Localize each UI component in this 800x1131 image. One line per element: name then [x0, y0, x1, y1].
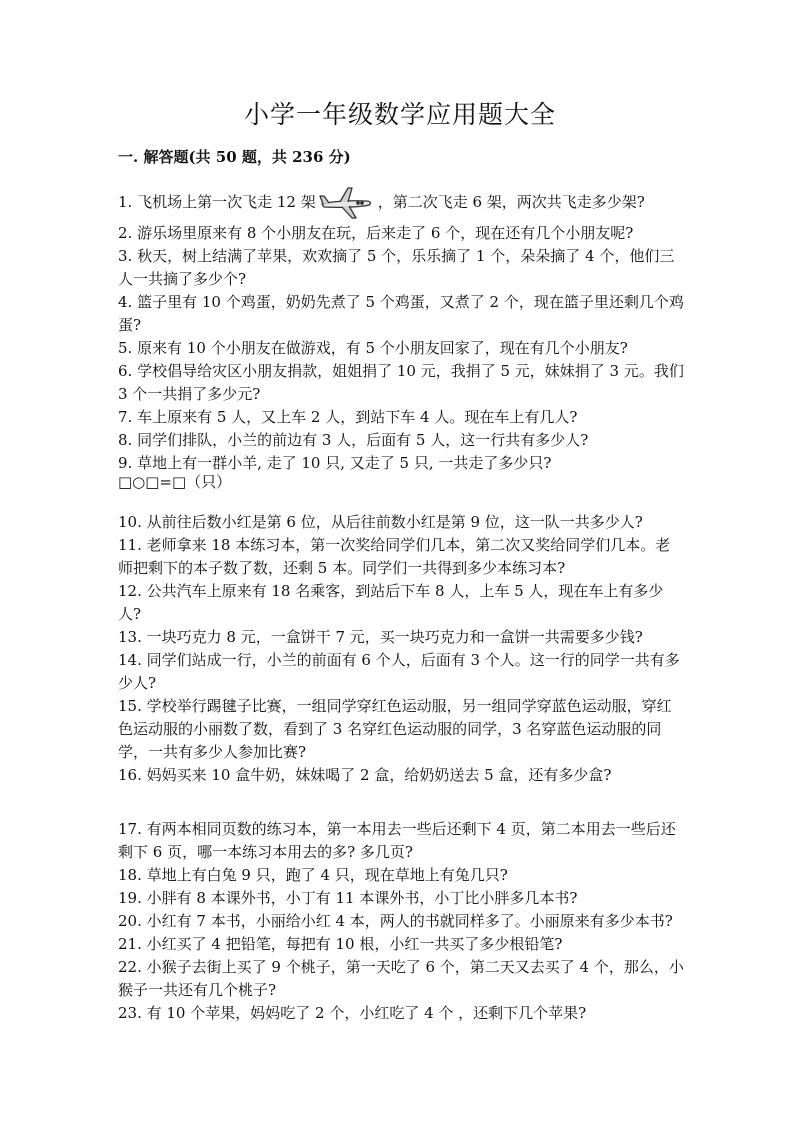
question-22: 22. 小猴子去街上买了 9 个桃子，第一天吃了 6 个，第二天又去买了 4 个，那么，小猴子一共还有几个桃子? [118, 958, 684, 999]
question-10: 10. 从前往后数小红是第 6 位，从后往前数小红是第 9 位，这一队一共多少人? [118, 513, 643, 531]
equation-template: □○□=□（只） [118, 473, 232, 491]
page-title: 小学一年级数学应用题大全 [243, 100, 556, 129]
question-block-1-9 [118, 182, 684, 475]
section-heading: 一. 解答题(共 50 题，共 236 分) [118, 148, 351, 166]
question-block-17-23 [118, 818, 684, 1025]
question-2: 2. 游乐场里原来有 8 个小朋友在玩，后来走了 6 个，现在还有几个小朋友呢? [118, 224, 634, 242]
question-6: 6. 学校倡导给灾区小朋友捐款，姐姐捐了 10 元，我捐了 5 元，妹妹捐了 3 元。我们 3 个一共捐了多少元? [118, 362, 684, 403]
question-19: 19. 小胖有 8 本课外书，小丁有 11 本课外书，小丁比小胖多几本书? [118, 889, 578, 907]
question-13: 13. 一块巧克力 8 元，一盒饼干 7 元，买一块巧克力和一盒饼一共需要多少钱? [118, 628, 643, 646]
question-11: 11. 老师拿来 18 本练习本，第一次奖给同学们几本，第二次又奖给同学们几本。老师把剩下的本子数了数，还剩 5 本。同学们一共得到多少本练习本? [118, 536, 671, 577]
airplane-icon [318, 182, 374, 222]
question-1-text-before: 1. 飞机场上第一次飞走 12 架 [118, 192, 316, 211]
question-7: 7. 车上原来有 5 人，又上车 2 人，到站下车 4 人。现在车上有几人? [118, 408, 578, 426]
question-5: 5. 原来有 10 个小朋友在做游戏，有 5 个小朋友回家了，现在有几个小朋友? [118, 339, 628, 357]
question-block-10-16 [118, 511, 684, 787]
question-3: 3. 秋天，树上结满了苹果，欢欢摘了 5 个，乐乐摘了 1 个，朵朵摘了 4 个，他们三人一共摘了多少个? [118, 247, 675, 288]
question-9: 9. 草地上有一群小羊, 走了 10 只, 又走了 5 只, 一共走了多少只? [118, 454, 552, 472]
question-4: 4. 篮子里有 10 个鸡蛋，奶奶先煮了 5 个鸡蛋，又煮了 2 个，现在篮子里还剩几个鸡蛋? [118, 293, 684, 334]
question-16: 16. 妈妈买来 10 盒牛奶，妹妹喝了 2 盒，给奶奶送去 5 盒，还有多少盒? [118, 766, 612, 784]
question-14: 14. 同学们站成一行，小兰的前面有 6 个人，后面有 3 个人。这一行的同学一共有多少人? [118, 651, 680, 692]
question-1 [118, 182, 684, 222]
question-8: 8. 同学们排队，小兰的前边有 3 人，后面有 5 人，这一行共有多少人? [118, 431, 589, 449]
question-20: 20. 小红有 7 本书，小丽给小红 4 本，两人的书就同样多了。小丽原来有多少本书? [118, 912, 673, 930]
question-15: 15. 学校举行踢毽子比赛，一组同学穿红色运动服，另一组同学穿蓝色运动服，穿红色运动服的小丽数了数，看到了 3 名穿红色运动服的同学，3 名穿蓝色运动服的同学，一共有多少人参加比赛? [118, 697, 672, 761]
question-21: 21. 小红买了 4 把铅笔，每把有 10 根，小红一共买了多少根铅笔? [118, 935, 563, 953]
question-12: 12. 公共汽车上原来有 18 名乘客，到站后下车 8 人，上车 5 人，现在车上有多少人? [118, 582, 664, 623]
question-23: 23. 有 10 个苹果，妈妈吃了 2 个，小红吃了 4 个 ，还剩下几个苹果? [118, 1004, 587, 1022]
question-1-text-after: ，第二次飞走 6 架，两次共飞走多少架? [377, 192, 645, 211]
question-17: 17. 有两本相同页数的练习本，第一本用去一些后还剩下 4 页，第二本用去一些后还剩下 6 页，哪一本练习本用去的多? 多几页? [118, 820, 676, 861]
question-18: 18. 草地上有白兔 9 只，跑了 4 只，现在草地上有兔几只? [118, 866, 508, 884]
